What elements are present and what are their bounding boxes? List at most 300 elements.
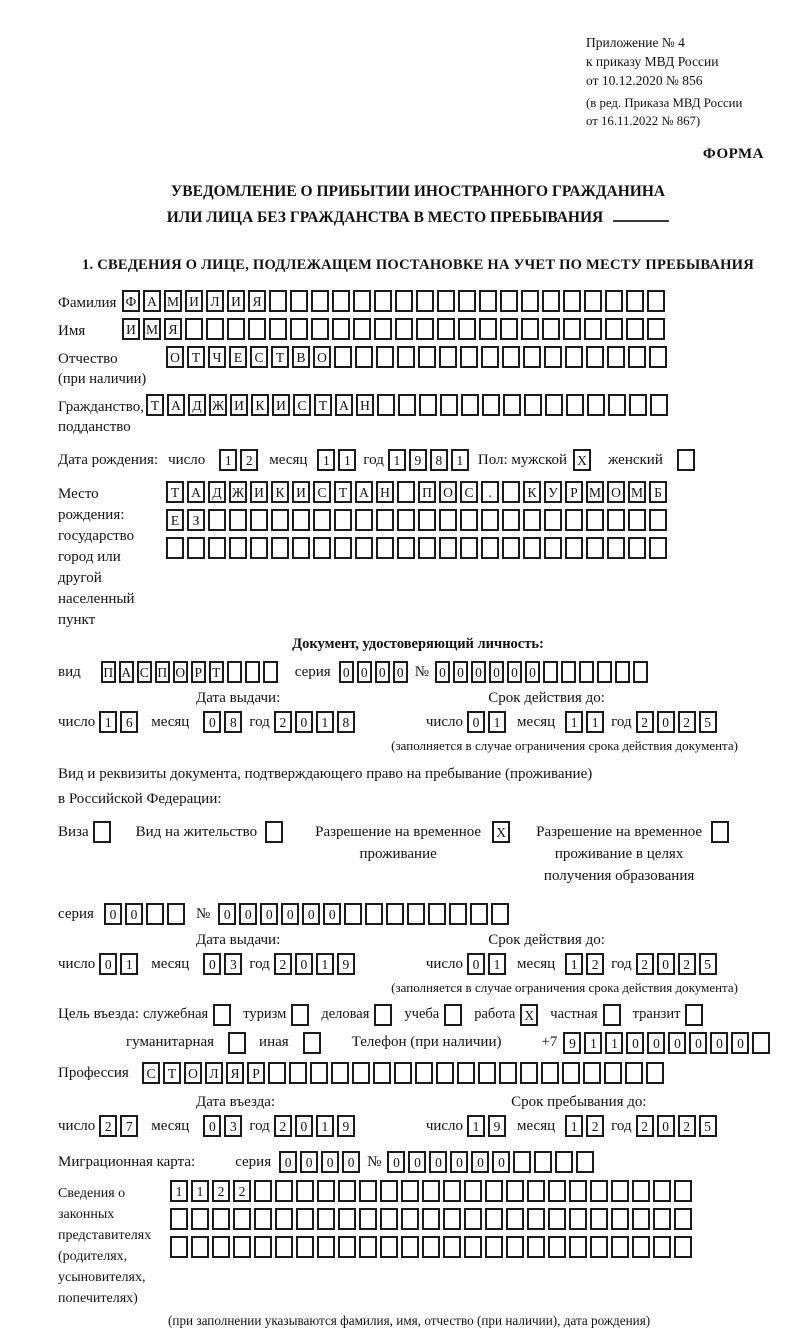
char-cell[interactable] xyxy=(344,903,362,925)
char-cell[interactable]: К xyxy=(251,394,269,416)
char-cell[interactable] xyxy=(208,509,226,531)
char-cell[interactable] xyxy=(374,290,392,312)
char-cell[interactable] xyxy=(359,1208,377,1230)
char-cell[interactable] xyxy=(458,318,476,340)
char-cell[interactable] xyxy=(440,394,458,416)
char-cell[interactable] xyxy=(401,1236,419,1258)
char-cell[interactable] xyxy=(548,1236,566,1258)
char-cell[interactable] xyxy=(437,290,455,312)
char-cell[interactable] xyxy=(275,1208,293,1230)
char-cell[interactable] xyxy=(317,1236,335,1258)
char-cell[interactable]: 0 xyxy=(489,661,504,683)
char-cell[interactable]: И xyxy=(227,290,245,312)
char-cell[interactable]: 1 xyxy=(467,1115,485,1137)
char-cell[interactable] xyxy=(422,1236,440,1258)
char-cell[interactable]: А xyxy=(119,661,134,683)
char-cell[interactable]: 0 xyxy=(435,661,450,683)
char-cell[interactable]: С xyxy=(293,394,311,416)
char-cell[interactable] xyxy=(685,1004,703,1026)
char-cell[interactable]: 1 xyxy=(316,711,334,733)
char-cell[interactable] xyxy=(579,661,594,683)
char-cell[interactable] xyxy=(352,1062,370,1084)
char-cell[interactable]: А xyxy=(355,481,373,503)
char-cell[interactable] xyxy=(503,394,521,416)
char-cell[interactable] xyxy=(397,346,415,368)
char-cell[interactable] xyxy=(576,1151,594,1173)
char-cell[interactable]: Я xyxy=(164,318,182,340)
char-cell[interactable] xyxy=(607,509,625,531)
char-cell[interactable]: 1 xyxy=(565,711,583,733)
char-cell[interactable] xyxy=(229,537,247,559)
char-cell[interactable] xyxy=(527,1180,545,1202)
char-cell[interactable] xyxy=(275,1236,293,1258)
char-cell[interactable] xyxy=(233,1208,251,1230)
char-cell[interactable] xyxy=(499,1062,517,1084)
char-cell[interactable]: О xyxy=(607,481,625,503)
char-cell[interactable]: 0 xyxy=(342,1151,360,1173)
char-cell[interactable] xyxy=(674,1208,692,1230)
char-cell[interactable] xyxy=(170,1208,188,1230)
char-cell[interactable] xyxy=(625,1062,643,1084)
char-cell[interactable]: П xyxy=(101,661,116,683)
char-cell[interactable]: 8 xyxy=(337,711,355,733)
char-cell[interactable] xyxy=(485,1208,503,1230)
char-cell[interactable]: Н xyxy=(356,394,374,416)
char-cell[interactable]: Р xyxy=(565,481,583,503)
char-cell[interactable] xyxy=(603,1004,621,1026)
char-cell[interactable]: Ф xyxy=(122,290,140,312)
char-cell[interactable]: 8 xyxy=(224,711,242,733)
char-cell[interactable] xyxy=(569,1236,587,1258)
char-cell[interactable]: 0 xyxy=(471,661,486,683)
char-cell[interactable] xyxy=(229,509,247,531)
char-cell[interactable]: 0 xyxy=(203,1115,221,1137)
char-cell[interactable]: 1 xyxy=(451,449,469,471)
char-cell[interactable]: 0 xyxy=(492,1151,510,1173)
char-cell[interactable]: 0 xyxy=(429,1151,447,1173)
char-cell[interactable] xyxy=(401,1180,419,1202)
char-cell[interactable] xyxy=(565,346,583,368)
char-cell[interactable]: 0 xyxy=(281,903,299,925)
char-cell[interactable]: 0 xyxy=(357,661,372,683)
char-cell[interactable]: 1 xyxy=(170,1180,188,1202)
char-cell[interactable]: 0 xyxy=(339,661,354,683)
char-cell[interactable] xyxy=(590,1208,608,1230)
char-cell[interactable]: 1 xyxy=(120,953,138,975)
char-cell[interactable] xyxy=(543,661,558,683)
char-cell[interactable] xyxy=(521,318,539,340)
char-cell[interactable]: 8 xyxy=(430,449,448,471)
char-cell[interactable] xyxy=(313,537,331,559)
char-cell[interactable] xyxy=(502,509,520,531)
char-cell[interactable]: М xyxy=(628,481,646,503)
char-cell[interactable]: 2 xyxy=(678,953,696,975)
char-cell[interactable]: 0 xyxy=(239,903,257,925)
char-cell[interactable]: 0 xyxy=(450,1151,468,1173)
char-cell[interactable] xyxy=(649,537,667,559)
char-cell[interactable] xyxy=(521,290,539,312)
char-cell[interactable]: И xyxy=(185,290,203,312)
char-cell[interactable] xyxy=(227,318,245,340)
char-cell[interactable]: 5 xyxy=(699,1115,717,1137)
char-cell[interactable] xyxy=(524,394,542,416)
char-cell[interactable] xyxy=(355,509,373,531)
char-cell[interactable] xyxy=(563,290,581,312)
char-cell[interactable] xyxy=(481,346,499,368)
char-cell[interactable] xyxy=(296,1236,314,1258)
char-cell[interactable] xyxy=(317,1180,335,1202)
char-cell[interactable]: 0 xyxy=(626,1032,644,1054)
char-cell[interactable] xyxy=(458,290,476,312)
char-cell[interactable] xyxy=(544,537,562,559)
char-cell[interactable]: Л xyxy=(205,1062,223,1084)
char-cell[interactable]: К xyxy=(523,481,541,503)
char-cell[interactable]: А xyxy=(187,481,205,503)
char-cell[interactable] xyxy=(250,509,268,531)
char-cell[interactable]: 0 xyxy=(689,1032,707,1054)
char-cell[interactable] xyxy=(569,1208,587,1230)
char-cell[interactable] xyxy=(586,346,604,368)
char-cell[interactable]: 0 xyxy=(125,903,143,925)
char-cell[interactable]: 9 xyxy=(337,1115,355,1137)
char-cell[interactable] xyxy=(245,661,260,683)
char-cell[interactable] xyxy=(597,661,612,683)
char-cell[interactable] xyxy=(607,346,625,368)
char-cell[interactable] xyxy=(271,537,289,559)
char-cell[interactable]: Д xyxy=(208,481,226,503)
char-cell[interactable] xyxy=(607,537,625,559)
char-cell[interactable] xyxy=(500,318,518,340)
char-cell[interactable]: 1 xyxy=(605,1032,623,1054)
char-cell[interactable]: С xyxy=(250,346,268,368)
char-cell[interactable] xyxy=(418,346,436,368)
char-cell[interactable]: 3 xyxy=(224,1115,242,1137)
char-cell[interactable]: Т xyxy=(163,1062,181,1084)
char-cell[interactable] xyxy=(677,449,695,471)
char-cell[interactable] xyxy=(334,537,352,559)
char-cell[interactable] xyxy=(481,509,499,531)
char-cell[interactable]: Т xyxy=(209,661,224,683)
char-cell[interactable] xyxy=(545,394,563,416)
char-cell[interactable]: О xyxy=(313,346,331,368)
char-cell[interactable]: 2 xyxy=(636,953,654,975)
char-cell[interactable] xyxy=(254,1236,272,1258)
char-cell[interactable] xyxy=(491,903,509,925)
char-cell[interactable] xyxy=(407,903,425,925)
char-cell[interactable] xyxy=(439,537,457,559)
char-cell[interactable]: И xyxy=(230,394,248,416)
char-cell[interactable]: Р xyxy=(247,1062,265,1084)
char-cell[interactable] xyxy=(268,1062,286,1084)
char-cell[interactable]: 1 xyxy=(317,449,335,471)
char-cell[interactable] xyxy=(397,509,415,531)
char-cell[interactable] xyxy=(464,1180,482,1202)
char-cell[interactable]: Л xyxy=(206,290,224,312)
char-cell[interactable]: 1 xyxy=(316,1115,334,1137)
char-cell[interactable]: 2 xyxy=(274,711,292,733)
char-cell[interactable] xyxy=(428,903,446,925)
char-cell[interactable]: С xyxy=(137,661,152,683)
char-cell[interactable] xyxy=(291,1004,309,1026)
char-cell[interactable] xyxy=(146,903,164,925)
char-cell[interactable]: 0 xyxy=(203,711,221,733)
char-cell[interactable]: С xyxy=(313,481,331,503)
char-cell[interactable] xyxy=(523,537,541,559)
char-cell[interactable]: В xyxy=(292,346,310,368)
char-cell[interactable] xyxy=(263,661,278,683)
char-cell[interactable]: 7 xyxy=(120,1115,138,1137)
char-cell[interactable] xyxy=(254,1208,272,1230)
char-cell[interactable] xyxy=(527,1236,545,1258)
char-cell[interactable] xyxy=(653,1208,671,1230)
char-cell[interactable] xyxy=(460,346,478,368)
char-cell[interactable]: 1 xyxy=(565,953,583,975)
char-cell[interactable]: 9 xyxy=(563,1032,581,1054)
char-cell[interactable] xyxy=(439,509,457,531)
char-cell[interactable] xyxy=(653,1180,671,1202)
char-cell[interactable] xyxy=(191,1208,209,1230)
char-cell[interactable]: Д xyxy=(188,394,206,416)
char-cell[interactable]: 0 xyxy=(302,903,320,925)
char-cell[interactable] xyxy=(338,1236,356,1258)
char-cell[interactable] xyxy=(443,1180,461,1202)
char-cell[interactable]: 0 xyxy=(647,1032,665,1054)
char-cell[interactable]: 9 xyxy=(488,1115,506,1137)
char-cell[interactable] xyxy=(436,1062,454,1084)
char-cell[interactable] xyxy=(397,537,415,559)
char-cell[interactable] xyxy=(296,1180,314,1202)
char-cell[interactable] xyxy=(587,394,605,416)
char-cell[interactable] xyxy=(590,1180,608,1202)
char-cell[interactable] xyxy=(290,290,308,312)
char-cell[interactable]: 1 xyxy=(584,1032,602,1054)
char-cell[interactable]: 2 xyxy=(274,1115,292,1137)
char-cell[interactable] xyxy=(332,318,350,340)
char-cell[interactable]: 0 xyxy=(104,903,122,925)
char-cell[interactable] xyxy=(166,537,184,559)
char-cell[interactable] xyxy=(418,537,436,559)
char-cell[interactable] xyxy=(310,1062,328,1084)
char-cell[interactable] xyxy=(248,318,266,340)
char-cell[interactable] xyxy=(541,1062,559,1084)
char-cell[interactable] xyxy=(292,509,310,531)
char-cell[interactable]: И xyxy=(122,318,140,340)
char-cell[interactable]: З xyxy=(187,509,205,531)
char-cell[interactable] xyxy=(506,1208,524,1230)
char-cell[interactable] xyxy=(317,1208,335,1230)
char-cell[interactable]: 2 xyxy=(678,711,696,733)
char-cell[interactable] xyxy=(626,290,644,312)
char-cell[interactable]: Б xyxy=(649,481,667,503)
char-cell[interactable] xyxy=(632,1236,650,1258)
char-cell[interactable] xyxy=(583,1062,601,1084)
char-cell[interactable] xyxy=(502,537,520,559)
char-cell[interactable] xyxy=(443,1236,461,1258)
char-cell[interactable]: 0 xyxy=(321,1151,339,1173)
char-cell[interactable]: 0 xyxy=(99,953,117,975)
char-cell[interactable] xyxy=(271,509,289,531)
char-cell[interactable]: С xyxy=(142,1062,160,1084)
char-cell[interactable] xyxy=(506,1180,524,1202)
char-cell[interactable]: П xyxy=(418,481,436,503)
char-cell[interactable]: 2 xyxy=(99,1115,117,1137)
char-cell[interactable]: 0 xyxy=(668,1032,686,1054)
char-cell[interactable] xyxy=(502,346,520,368)
char-cell[interactable] xyxy=(416,290,434,312)
char-cell[interactable]: О xyxy=(439,481,457,503)
char-cell[interactable] xyxy=(586,509,604,531)
char-cell[interactable]: А xyxy=(143,290,161,312)
char-cell[interactable]: С xyxy=(460,481,478,503)
char-cell[interactable]: 9 xyxy=(409,449,427,471)
char-cell[interactable] xyxy=(604,1062,622,1084)
char-cell[interactable] xyxy=(629,394,647,416)
char-cell[interactable]: 3 xyxy=(224,953,242,975)
char-cell[interactable]: 0 xyxy=(295,711,313,733)
char-cell[interactable]: Ж xyxy=(229,481,247,503)
char-cell[interactable] xyxy=(605,290,623,312)
char-cell[interactable] xyxy=(611,1180,629,1202)
char-cell[interactable] xyxy=(439,346,457,368)
char-cell[interactable] xyxy=(590,1236,608,1258)
char-cell[interactable] xyxy=(395,318,413,340)
char-cell[interactable] xyxy=(374,318,392,340)
char-cell[interactable]: 0 xyxy=(525,661,540,683)
char-cell[interactable] xyxy=(332,290,350,312)
char-cell[interactable] xyxy=(334,346,352,368)
char-cell[interactable] xyxy=(334,509,352,531)
char-cell[interactable] xyxy=(167,903,185,925)
char-cell[interactable] xyxy=(605,318,623,340)
char-cell[interactable] xyxy=(460,537,478,559)
char-cell[interactable]: Т xyxy=(187,346,205,368)
char-cell[interactable]: X xyxy=(492,821,510,843)
char-cell[interactable]: 0 xyxy=(467,711,485,733)
char-cell[interactable]: 0 xyxy=(710,1032,728,1054)
char-cell[interactable]: 0 xyxy=(279,1151,297,1173)
char-cell[interactable]: 9 xyxy=(337,953,355,975)
char-cell[interactable]: Т xyxy=(334,481,352,503)
char-cell[interactable] xyxy=(331,1062,349,1084)
char-cell[interactable] xyxy=(275,1180,293,1202)
char-cell[interactable]: 0 xyxy=(300,1151,318,1173)
char-cell[interactable] xyxy=(479,290,497,312)
char-cell[interactable]: О xyxy=(184,1062,202,1084)
char-cell[interactable]: 1 xyxy=(565,1115,583,1137)
char-cell[interactable] xyxy=(365,903,383,925)
char-cell[interactable]: 0 xyxy=(387,1151,405,1173)
char-cell[interactable]: Е xyxy=(229,346,247,368)
char-cell[interactable] xyxy=(464,1236,482,1258)
char-cell[interactable]: 0 xyxy=(408,1151,426,1173)
char-cell[interactable]: 6 xyxy=(120,711,138,733)
char-cell[interactable] xyxy=(397,481,415,503)
char-cell[interactable]: 0 xyxy=(203,953,221,975)
char-cell[interactable] xyxy=(290,318,308,340)
char-cell[interactable]: К xyxy=(271,481,289,503)
char-cell[interactable] xyxy=(418,509,436,531)
char-cell[interactable] xyxy=(355,537,373,559)
char-cell[interactable] xyxy=(212,1208,230,1230)
char-cell[interactable]: 0 xyxy=(375,661,390,683)
char-cell[interactable]: Е xyxy=(166,509,184,531)
char-cell[interactable] xyxy=(674,1180,692,1202)
char-cell[interactable] xyxy=(523,509,541,531)
char-cell[interactable] xyxy=(482,394,500,416)
char-cell[interactable] xyxy=(296,1208,314,1230)
char-cell[interactable] xyxy=(376,509,394,531)
char-cell[interactable]: И xyxy=(250,481,268,503)
char-cell[interactable] xyxy=(647,318,665,340)
char-cell[interactable]: А xyxy=(335,394,353,416)
char-cell[interactable] xyxy=(416,318,434,340)
char-cell[interactable]: 1 xyxy=(586,711,604,733)
char-cell[interactable] xyxy=(460,509,478,531)
char-cell[interactable] xyxy=(185,318,203,340)
char-cell[interactable]: Ч xyxy=(208,346,226,368)
char-cell[interactable] xyxy=(376,537,394,559)
char-cell[interactable] xyxy=(380,1236,398,1258)
char-cell[interactable] xyxy=(479,318,497,340)
char-cell[interactable]: 1 xyxy=(388,449,406,471)
char-cell[interactable] xyxy=(611,1208,629,1230)
char-cell[interactable] xyxy=(628,509,646,531)
char-cell[interactable] xyxy=(752,1032,770,1054)
char-cell[interactable] xyxy=(649,509,667,531)
char-cell[interactable] xyxy=(527,1208,545,1230)
char-cell[interactable] xyxy=(208,537,226,559)
char-cell[interactable] xyxy=(376,346,394,368)
char-cell[interactable]: 1 xyxy=(219,449,237,471)
char-cell[interactable] xyxy=(250,537,268,559)
char-cell[interactable]: Я xyxy=(226,1062,244,1084)
char-cell[interactable]: 2 xyxy=(636,711,654,733)
char-cell[interactable]: 0 xyxy=(218,903,236,925)
char-cell[interactable] xyxy=(534,1151,552,1173)
char-cell[interactable] xyxy=(569,1180,587,1202)
char-cell[interactable] xyxy=(628,537,646,559)
char-cell[interactable] xyxy=(485,1180,503,1202)
char-cell[interactable]: . xyxy=(481,481,499,503)
char-cell[interactable] xyxy=(419,394,437,416)
char-cell[interactable]: 1 xyxy=(316,953,334,975)
char-cell[interactable] xyxy=(386,903,404,925)
char-cell[interactable] xyxy=(254,1180,272,1202)
char-cell[interactable] xyxy=(563,318,581,340)
char-cell[interactable] xyxy=(646,1062,664,1084)
char-cell[interactable] xyxy=(611,1236,629,1258)
char-cell[interactable] xyxy=(212,1236,230,1258)
char-cell[interactable] xyxy=(303,1032,321,1054)
char-cell[interactable] xyxy=(437,318,455,340)
char-cell[interactable] xyxy=(170,1236,188,1258)
char-cell[interactable]: 0 xyxy=(323,903,341,925)
char-cell[interactable]: X xyxy=(520,1004,538,1026)
char-cell[interactable] xyxy=(555,1151,573,1173)
char-cell[interactable] xyxy=(422,1180,440,1202)
char-cell[interactable] xyxy=(377,394,395,416)
char-cell[interactable] xyxy=(523,346,541,368)
char-cell[interactable]: 0 xyxy=(471,1151,489,1173)
char-cell[interactable]: 0 xyxy=(260,903,278,925)
char-cell[interactable] xyxy=(561,661,576,683)
char-cell[interactable] xyxy=(542,290,560,312)
char-cell[interactable]: 0 xyxy=(657,953,675,975)
char-cell[interactable] xyxy=(565,509,583,531)
char-cell[interactable] xyxy=(380,1208,398,1230)
char-cell[interactable] xyxy=(394,1062,412,1084)
char-cell[interactable] xyxy=(265,821,283,843)
